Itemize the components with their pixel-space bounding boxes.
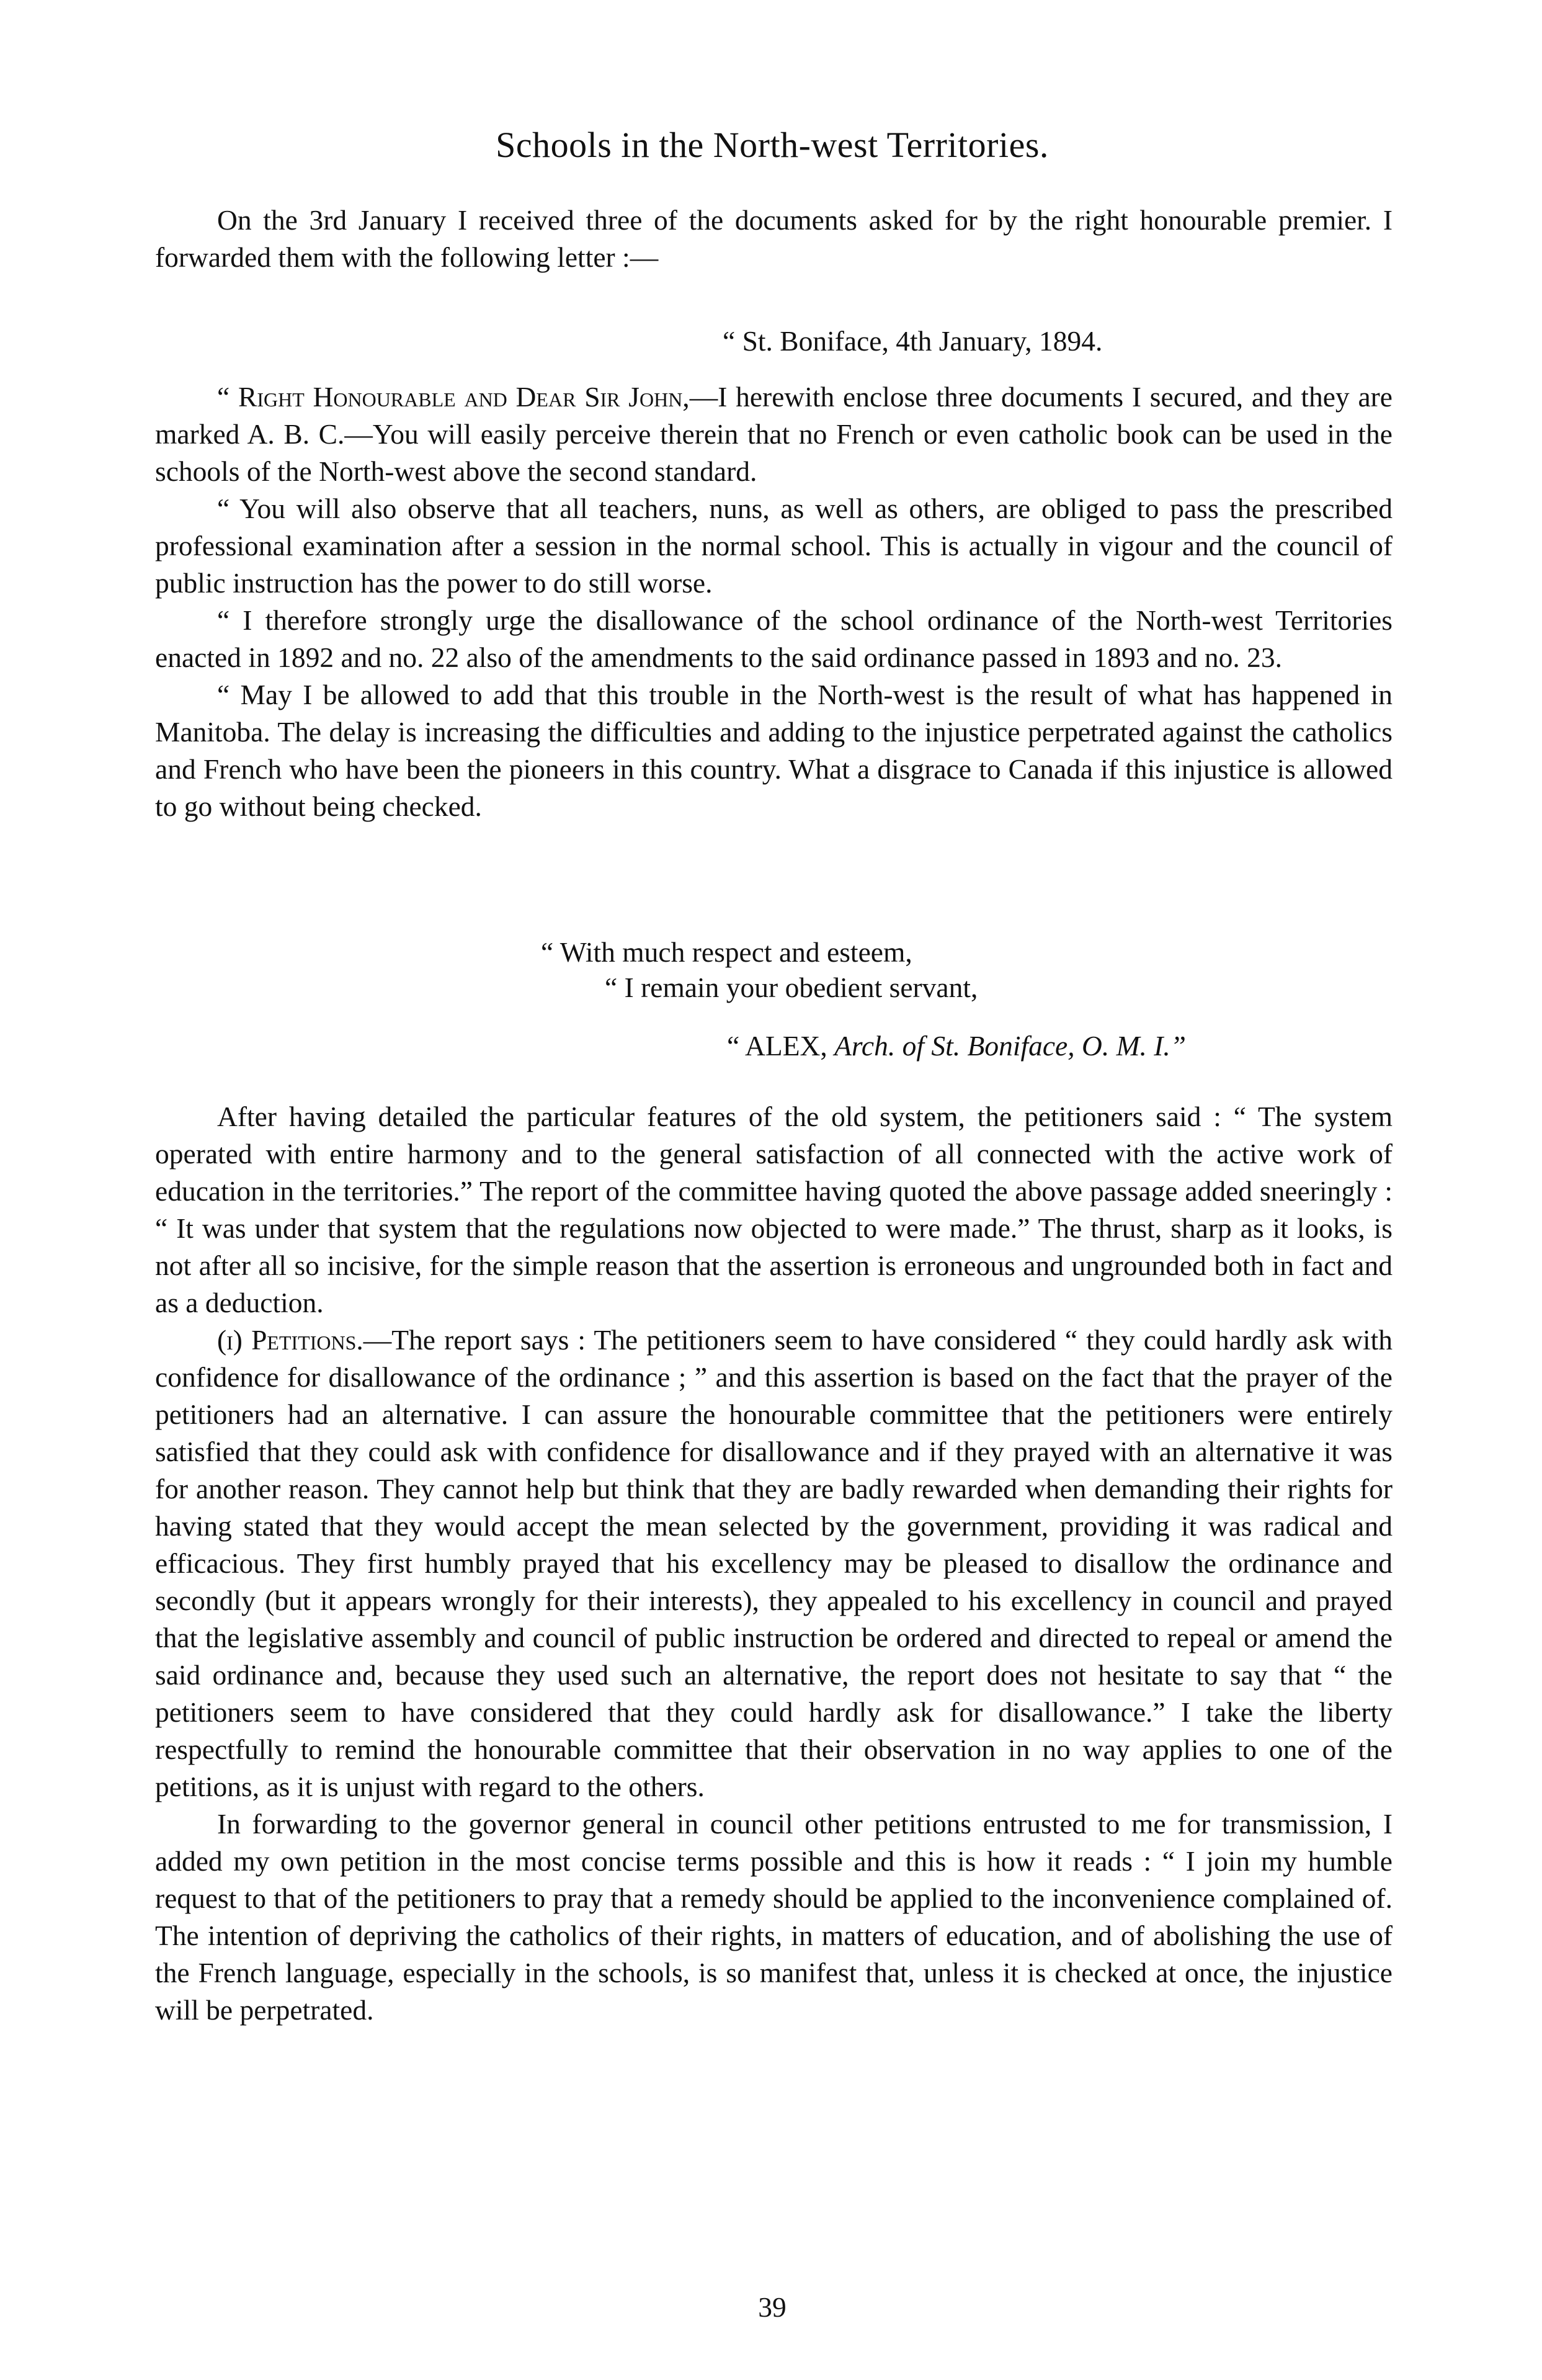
letter-body [155,378,1393,825]
intro-text: On the 3rd January I received three of the documents asked for by the right honourable premier. I forwarded them with the following letter :— [155,204,1393,273]
intro-paragraph [155,202,1393,276]
letter-paragraph-1 [155,378,1393,490]
letter-paragraph-2: “ You will also observe that all teachers, nuns, as well as others, are obliged to pass the prescribed professional examination after a session in the normal school. This is actually in vigour and the council of public instruction has the power to do still worse. [155,493,1393,599]
letter-paragraph-1-text: —I herewith enclose three documents I secured, and they are marked A. B. C.—You will easily perceive therein that no French or even catholic book can be used in the schools of the North-west above the second standard. [155,381,1393,487]
body-paragraph-2 [155,1322,1393,1805]
body-paragraph-1: After having detailed the particular features of the old system, the petitioners said : “ The system operated with entire harmony and to the general satisfaction of all connected with the active work of education in the territories.” The report of the committee having quoted the above passage added sneeringly : “ It was under that system that the regulations now objected to were made.” The thrust, sharp as it looks, is not after all so incisive, for the simple reason that the assertion is erroneous and ungrounded both in fact and as a deduction. [155,1101,1393,1318]
letter-paragraph-4: “ May I be allowed to add that this trouble in the North-west is the result of what has happened in Manitoba. The delay is increasing the difficulties and adding to the injustice perpetrated against the catholics and French who have been the pioneers in this country. What a disgrace to Canada if this injustice is allowed to go without being checked. [155,679,1393,822]
letter-salutation: “ Right Honourable and Dear Sir John, [217,381,690,413]
signature-name: “ ALEX, [727,1030,827,1062]
signature-title: Arch. of St. Boniface, O. M. I.” [834,1030,1187,1062]
letter-closing-2: “ I remain your obedient servant, [605,972,978,1003]
letter-paragraph-3: “ I therefore strongly urge the disallowance of the school ordinance of the North-west Territories enacted in 1892 and no. 22 also of the amendments to the said ordinance passed in 1893 and no. 23. [155,604,1393,673]
letter-dateline: “ St. Boniface, 4th January, 1894. [723,325,1103,357]
running-title: Schools in the North-west Territories. [496,125,1049,165]
body-paragraph-3: In forwarding to the governor general in council other petitions entrusted to me for transmission, I added my own petition in the most concise terms possible and this is how it reads : “ I join my humble request to that of the petitioners to pray that a remedy should be applied to the inconvenience complained of. The intention of depriving the catholics of their rights, in matters of education, and of abolishing the use of the French language, especially in the schools, is so manifest that, unless it is checked at once, the injustice will be perpetrated. [155,1808,1393,2026]
body-paragraph-2-text: —The report says : The petitioners seem to have considered “ they could hardly ask with confidence for disallowance of the ordinance ; ” and this assertion is based on the fact that the prayer of the petitioners had an alternative. I can assure the honourable committee that the petitioners were entirely satisfied that they could ask with confidence for disallowance and if they prayed with an alternative it was for another reason. They cannot help but think that they are badly rewarded when demanding their rights for having stated that they would accept the mean selected by the government, providing it was radical and efficacious. They first humbly prayed that his excellency may be pleased to disallow the ordinance and secondly (but it appears wrongly for their interests), they appealed to his excellency in council and prayed that the legislative assembly and council of public instruction be ordered and directed to repeal or amend the said ordinance and, because they used such an alternative, the report does not hesitate to say that “ the petitioners seem to have considered that they could hardly ask for disallowance.” I take the liberty respectfully to remind the honourable committee that their observation in no way applies to one of the petitions, as it is unjust with regard to the others. [155,1324,1393,1802]
letter-closing-1: “ With much respect and esteem, [541,936,912,968]
commentary-body [155,1098,1393,2029]
page-number: 39 [758,2291,787,2323]
petitions-label: (i) Petitions. [217,1324,363,1356]
letter-signature [727,1027,1186,1065]
